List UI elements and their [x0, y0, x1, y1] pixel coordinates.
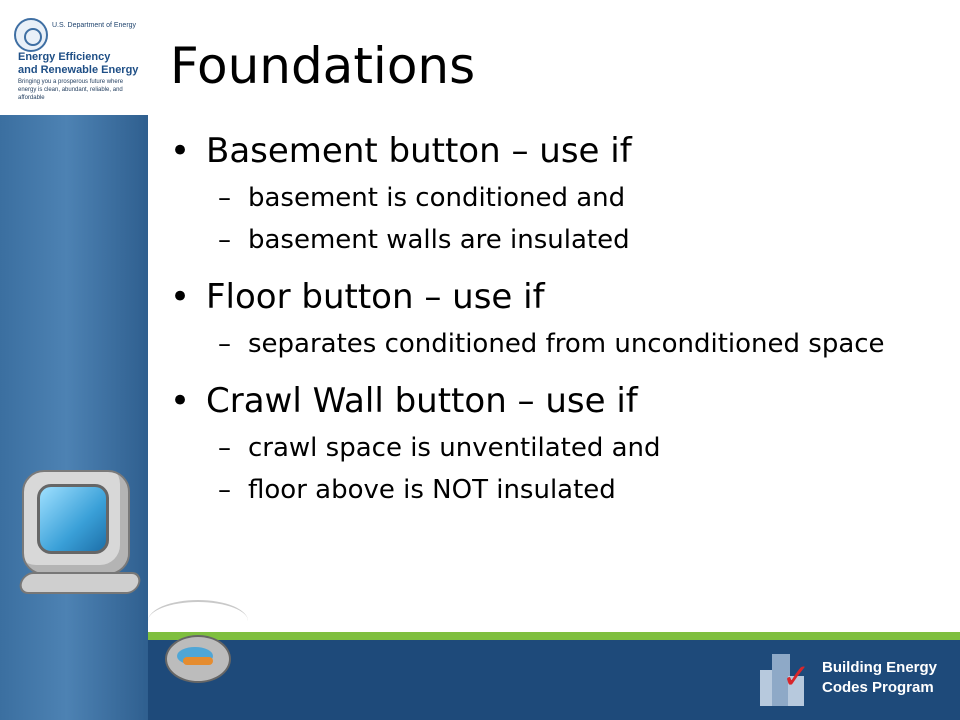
sub-bullet	[170, 432, 940, 464]
sub-bullet-dash: –	[218, 183, 231, 213]
mouse-icon	[165, 635, 231, 683]
bullet-basement	[170, 130, 940, 172]
slide-content	[170, 130, 940, 506]
sub-bullet-text: floor above is NOT insulated	[248, 475, 616, 505]
bullet-floor	[170, 276, 940, 318]
sub-bullet-dash: –	[218, 433, 231, 463]
doe-logo-area	[0, 0, 148, 115]
sub-bullet-text: separates conditioned from unconditioned space	[248, 329, 885, 359]
sub-bullet	[170, 328, 940, 360]
sub-bullet	[170, 224, 940, 256]
bec-logo-line2: Codes Program	[822, 679, 934, 696]
monitor-body	[22, 470, 130, 575]
sub-bullet-text: basement walls are insulated	[248, 225, 630, 255]
eere-name-line2: and Renewable Energy	[18, 64, 139, 76]
sub-bullet	[170, 474, 940, 506]
sub-bullet-dash: –	[218, 329, 231, 359]
slide-title: Foundations	[170, 37, 476, 95]
bullet-text: Crawl Wall button – use if	[206, 381, 638, 421]
monitor-screen	[37, 484, 109, 554]
eere-tagline: Bringing you a prosperous future where energy is clean, abundant, reliable, and affordable	[18, 79, 124, 101]
bullet-text: Floor button – use if	[206, 277, 545, 317]
doe-seal-icon	[14, 18, 48, 52]
sub-bullet	[170, 182, 940, 214]
bullet-dot: •	[170, 131, 191, 171]
sub-bullet-text: basement is conditioned and	[248, 183, 626, 213]
sub-bullet-text: crawl space is unventilated and	[248, 433, 661, 463]
bullet-text: Basement button – use if	[206, 131, 632, 171]
bullet-dot: •	[170, 277, 191, 317]
sub-bullet-dash: –	[218, 475, 231, 505]
bec-logo-text	[822, 658, 937, 698]
bec-logo	[760, 646, 940, 712]
bullet-dot: •	[170, 381, 191, 421]
sub-bullet-dash: –	[218, 225, 231, 255]
green-divider	[148, 632, 960, 640]
eere-name	[18, 51, 138, 77]
keyboard-base	[17, 572, 143, 594]
bullet-crawl-wall	[170, 380, 940, 422]
eere-name-line1: Energy Efficiency	[18, 51, 111, 63]
bec-logo-line1: Building Energy	[822, 659, 938, 676]
checkmark-icon: ✓	[782, 657, 811, 697]
doe-org-name: U.S. Department of Energy	[52, 22, 137, 29]
computer-monitor-icon	[0, 460, 150, 630]
